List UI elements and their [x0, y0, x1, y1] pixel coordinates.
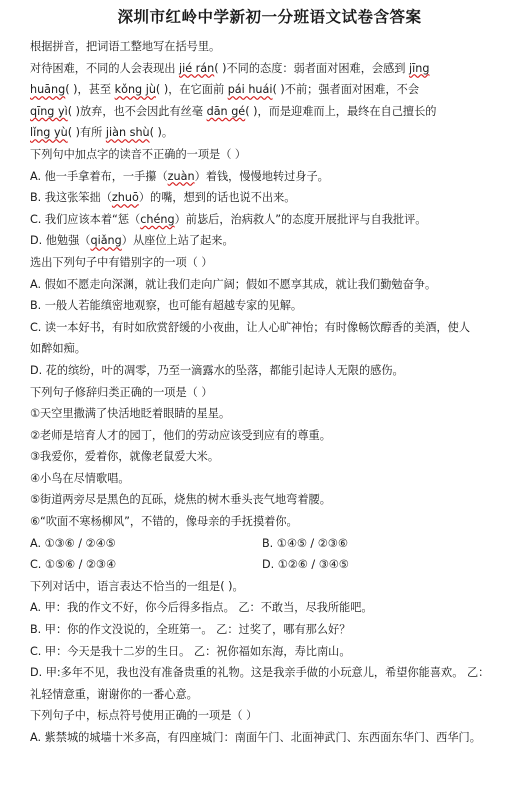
question-5-option-d: D. 甲:多年不见，我也没有准备贵重的礼物。这是我亲手做的小玩意儿，希望你能喜欢。 乙：	[30, 666, 490, 680]
question-4-option-c: C. ①⑤⑥ / ②③④	[30, 558, 116, 572]
question-4-option-b: B. ①④⑤ / ②③⑥	[262, 536, 348, 550]
question-2-option-d: D. 他勉强（qiǎng）从座位上站了起来。	[30, 234, 234, 248]
pinyin-kongju: kǒng jù	[114, 83, 156, 97]
question-1-line-3: qīng yì( )放弃，也不会因此有丝毫 dān gé( )，而是迎难而上，最终在自己擅长的	[30, 104, 437, 118]
question-2-option-c: C. 我们应该本着“惩（chéng）前毖后，治病救人”的态度开展批评与自我批评。	[30, 212, 427, 226]
question-2-option-a: A. 他一手拿着布，一手攥（zuàn）着钱，慢慢地转过身子。	[30, 169, 329, 183]
page-title: 深圳市红岭中学新初一分班语文试卷含答案	[117, 7, 422, 26]
question-4-sentence-3: ③我爱你，爱着你，就像老鼠爱大米。	[30, 450, 220, 464]
pinyin-jieran: jié rán	[179, 61, 215, 75]
pinyin-jianshu: jiàn shù	[105, 126, 150, 140]
question-3-option-c: C. 读一本好书，有时如欣赏舒缓的小夜曲，让人心旷神怡；有时像畅饮醇香的美酒，使人	[30, 320, 471, 334]
pinyin-jing: jīng	[409, 61, 430, 75]
question-3-option-d: D. 花的缤纷，叶的凋零，乃至一滴露水的坠落，都能引起诗人无限的感伤。	[30, 363, 404, 377]
question-1-stem: 根据拼音，把词语工整地写在括号里。	[30, 40, 221, 53]
pinyin-dange: dān gé	[206, 104, 246, 118]
question-1-line-4: lǐng yù( )有所 jiàn shù( )。	[30, 126, 174, 140]
question-3-stem: 选出下列句子中有错别字的一项（ ）	[30, 255, 213, 269]
question-4-sentence-5: ⑤街道两旁尽是黑色的瓦砾，烧焦的树木垂头丧气地弯着腰。	[30, 493, 331, 507]
question-4-sentence-4: ④小鸟在尽情歌唱。	[30, 471, 130, 485]
question-4-stem: 下列句子修辞归类正确的一项是（ ）	[30, 385, 213, 399]
question-5-option-a: A. 甲：我的作文不好，你今后得多指点。 乙：不敢当，尽我所能吧。	[30, 601, 373, 615]
question-4-sentence-6: ⑥“吹面不寒杨柳风”，不错的，像母亲的手抚摸着你。	[30, 515, 298, 529]
question-5-option-c: C. 甲：今天是我十二岁的生日。 乙：祝你福如东海，寿比南山。	[30, 644, 351, 658]
question-2-option-b: B. 我这张笨拙（zhuō）的嘴，想到的话也说不出来。	[30, 191, 296, 205]
pinyin-lingyu: lǐng yù	[30, 126, 68, 140]
question-1-line-1: 对待困难，不同的人会表现出 jié rán( )不同的态度：弱者面对困难，会感到 jīng	[30, 61, 430, 75]
question-5-option-d-cont: 礼轻情意重，谢谢你的一番心意。	[30, 687, 198, 701]
question-3-option-a: A. 假如不愿走向深渊，就让我们走向广阔；假如不愿享其成，就让我们勤勉奋争。	[30, 277, 437, 291]
question-4-sentence-1: ①天空里撒满了快活地眨着眼睛的星星。	[30, 407, 231, 421]
pinyin-huang: huāng	[30, 83, 66, 97]
question-5-stem: 下列对话中，语言表达不恰当的一组是( )。	[30, 579, 244, 593]
pinyin-paihuai: pái huái	[227, 83, 273, 97]
question-4-option-a: A. ①③⑥ / ②④⑤	[30, 536, 116, 550]
question-2-stem: 下列句中加点字的读音不正确的一项是（ ）	[30, 147, 247, 161]
question-4-options-ab	[30, 533, 509, 555]
question-6-option-a: A. 紫禁城的城墙十米多高，有四座城门：南面午门、北面神武门、东西面东华门、西华门。	[30, 731, 481, 744]
question-3-option-c-cont: 如醉如痴。	[30, 342, 86, 356]
question-6-stem: 下列句子中，标点符号使用正确的一项是（ ）	[30, 709, 258, 723]
pinyin-qingyi: qīng yì	[30, 104, 68, 118]
question-4-sentence-2: ②老师是培育人才的园丁，他们的劳动应该受到应有的尊重。	[30, 428, 331, 442]
question-4-option-d: D. ①②⑥ / ③④⑤	[262, 558, 349, 572]
question-3-option-b: B. 一般人若能缜密地观察，也可能有超越专家的见解。	[30, 299, 303, 313]
question-1-line-2: huāng( )，甚至 kǒng jù( )，在它面前 pái huái( )不前；强者面对困难，不会	[30, 83, 420, 97]
question-5-option-b: B. 甲：你的作文没说的，全班第一。 乙：过奖了，哪有那么好？	[30, 623, 351, 637]
question-4-options-cd	[30, 554, 509, 576]
